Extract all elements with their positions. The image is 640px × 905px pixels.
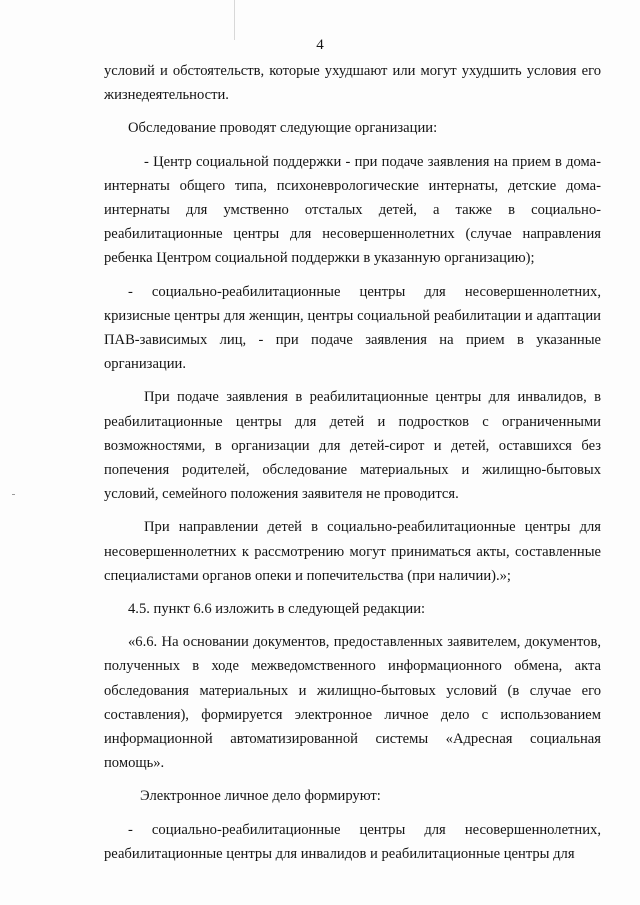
paragraph-no-inspection: При подаче заявления в реабилитационные центры для инвалидов, в реабилитационные центры для детей и подростков с ограниченными возможностями, в организации для детей-сирот и детей, оставшихся без попечения родителей, обследование материальных и жилищно-бытовых условий, семейного положения заявителя не проводится. [104,389,601,503]
page-number: 4 [316,37,324,53]
paragraph-personal-file-intro: Электронное личное дело формируют: [140,788,381,805]
paragraph-guardianship-acts: При направлении детей в социально-реабилитационные центры для несовершеннолетних к рассмотрению могут приниматься акты, составленные специалистами органов опеки и попечительства (при наличии).»; [104,519,601,584]
paragraph-clause-6-6: «6.6. На основании документов, предоставленных заявителем, документов, полученных в ходе межведомственного информационного обмена, акта обследования материальных и жилищно-бытовых условий (в случае его составления), формируется электронное личное дело с использованием информационной автоматизированной системы «Адресная социальная помощь». [104,634,601,772]
scan-artifact-dot [12,494,15,495]
list-item-personal-file-creators: - социально-реабилитационные центры для несовершеннолетних, реабилитационные центры для инвалидов и реабилитационные центры для [104,821,601,862]
document-body [104,59,601,866]
paragraph-organizations-intro: Обследование проводят следующие организации: [128,120,438,137]
scan-artifact-line [234,0,235,40]
list-item-social-support-center: - Центр социальной поддержки - при подаче заявления на прием в дома-интернаты общего типа, психоневрологические интернаты, детские дома-интернаты для умственно отсталых детей, а также в социально-реабилитационные центры для несовершеннолетних (случае направления ребенка Центром социальной поддержки в указанную организацию); [104,153,601,267]
paragraph-continuation: условий и обстоятельств, которые ухудшают или могут ухудшить условия его жизнедеятельности. [104,63,601,104]
paragraph-clause-4-5: 4.5. пункт 6.6 изложить в следующей редакции: [128,601,426,618]
list-item-rehabilitation-centers: - социально-реабилитационные центры для несовершеннолетних, кризисные центры для женщин, центры социальной реабилитации и адаптации ПАВ-зависимых лиц, - при подаче заявления на прием в указанные организации. [104,283,601,373]
